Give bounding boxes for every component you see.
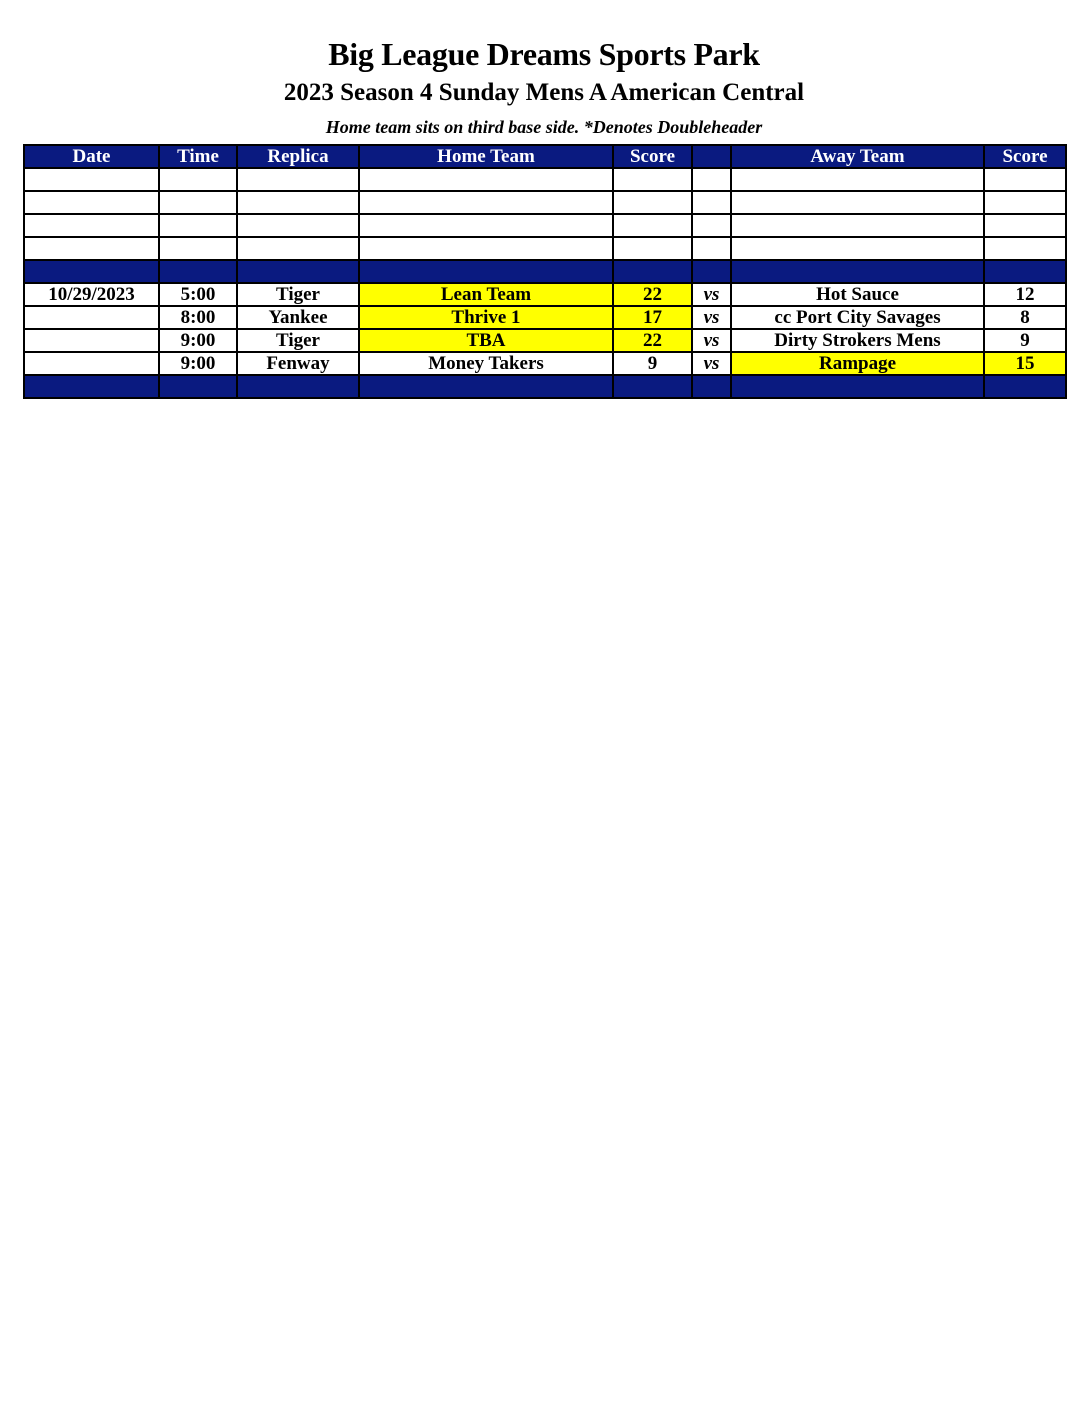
empty-row [24, 168, 1066, 191]
empty-cell [159, 237, 237, 260]
game-replica: Yankee [237, 306, 359, 329]
col-header-time: Time [159, 145, 237, 168]
home-team: TBA [359, 329, 613, 352]
empty-cell [692, 191, 731, 214]
band-cell [237, 260, 359, 283]
away-team: cc Port City Savages [731, 306, 984, 329]
empty-cell [237, 237, 359, 260]
home-score: 22 [613, 283, 692, 306]
empty-cell [24, 237, 159, 260]
empty-cell [359, 214, 613, 237]
empty-cell [692, 214, 731, 237]
empty-cell [159, 191, 237, 214]
empty-cell [237, 191, 359, 214]
band-cell [984, 375, 1066, 398]
home-team: Lean Team [359, 283, 613, 306]
game-time: 9:00 [159, 329, 237, 352]
empty-cell [24, 191, 159, 214]
game-date: 10/29/2023 [24, 283, 159, 306]
empty-cell [984, 214, 1066, 237]
game-replica: Tiger [237, 329, 359, 352]
empty-cell [237, 214, 359, 237]
game-replica: Tiger [237, 283, 359, 306]
band-cell [613, 260, 692, 283]
game-time: 9:00 [159, 352, 237, 375]
col-header-home-team: Home Team [359, 145, 613, 168]
empty-cell [984, 191, 1066, 214]
empty-row [24, 214, 1066, 237]
empty-cell [159, 168, 237, 191]
band-cell [731, 375, 984, 398]
empty-cell [731, 191, 984, 214]
band-cell [692, 375, 731, 398]
band-cell [359, 375, 613, 398]
away-score: 15 [984, 352, 1066, 375]
empty-cell [731, 214, 984, 237]
home-score: 9 [613, 352, 692, 375]
home-team: Money Takers [359, 352, 613, 375]
band-cell [24, 375, 159, 398]
band-cell [359, 260, 613, 283]
band-cell [984, 260, 1066, 283]
game-replica: Fenway [237, 352, 359, 375]
col-header-date: Date [24, 145, 159, 168]
empty-cell [613, 214, 692, 237]
empty-row [24, 237, 1066, 260]
away-score: 9 [984, 329, 1066, 352]
separator-band [24, 375, 1066, 398]
col-header-replica: Replica [237, 145, 359, 168]
vs-label: vs [692, 329, 731, 352]
empty-cell [237, 168, 359, 191]
col-header-vs [692, 145, 731, 168]
vs-label: vs [692, 306, 731, 329]
empty-cell [984, 237, 1066, 260]
game-date [24, 329, 159, 352]
empty-cell [24, 214, 159, 237]
empty-cell [359, 168, 613, 191]
col-header-home-score: Score [613, 145, 692, 168]
band-cell [731, 260, 984, 283]
band-cell [613, 375, 692, 398]
empty-cell [613, 168, 692, 191]
game-date [24, 352, 159, 375]
away-score: 12 [984, 283, 1066, 306]
page-title: Big League Dreams Sports Park [328, 36, 760, 72]
header-row [24, 145, 1066, 168]
band-cell [692, 260, 731, 283]
empty-cell [731, 237, 984, 260]
home-score: 17 [613, 306, 692, 329]
empty-cell [984, 168, 1066, 191]
home-score: 22 [613, 329, 692, 352]
empty-cell [359, 237, 613, 260]
game-date [24, 306, 159, 329]
game-time: 8:00 [159, 306, 237, 329]
game-time: 5:00 [159, 283, 237, 306]
away-team: Rampage [731, 352, 984, 375]
band-cell [237, 375, 359, 398]
away-team: Dirty Strokers Mens [731, 329, 984, 352]
game-row [24, 306, 1066, 329]
empty-cell [692, 237, 731, 260]
empty-cell [613, 191, 692, 214]
empty-cell [159, 214, 237, 237]
page-subtitle: 2023 Season 4 Sunday Mens A American Central [283, 79, 805, 106]
band-cell [24, 260, 159, 283]
vs-label: vs [692, 352, 731, 375]
empty-row [24, 191, 1066, 214]
col-header-away-score: Score [984, 145, 1066, 168]
empty-cell [359, 191, 613, 214]
col-header-away-team: Away Team [731, 145, 984, 168]
empty-cell [692, 168, 731, 191]
empty-cell [613, 237, 692, 260]
band-cell [159, 260, 237, 283]
home-team: Thrive 1 [359, 306, 613, 329]
schedule-table [23, 144, 1067, 399]
band-cell [159, 375, 237, 398]
away-team: Hot Sauce [731, 283, 984, 306]
empty-cell [731, 168, 984, 191]
game-row [24, 283, 1066, 306]
game-row [24, 352, 1066, 375]
vs-label: vs [692, 283, 731, 306]
away-score: 8 [984, 306, 1066, 329]
empty-cell [24, 168, 159, 191]
separator-band [24, 260, 1066, 283]
game-row [24, 329, 1066, 352]
schedule-note: Home team sits on third base side. *Denotes Doubleheader [325, 117, 763, 137]
